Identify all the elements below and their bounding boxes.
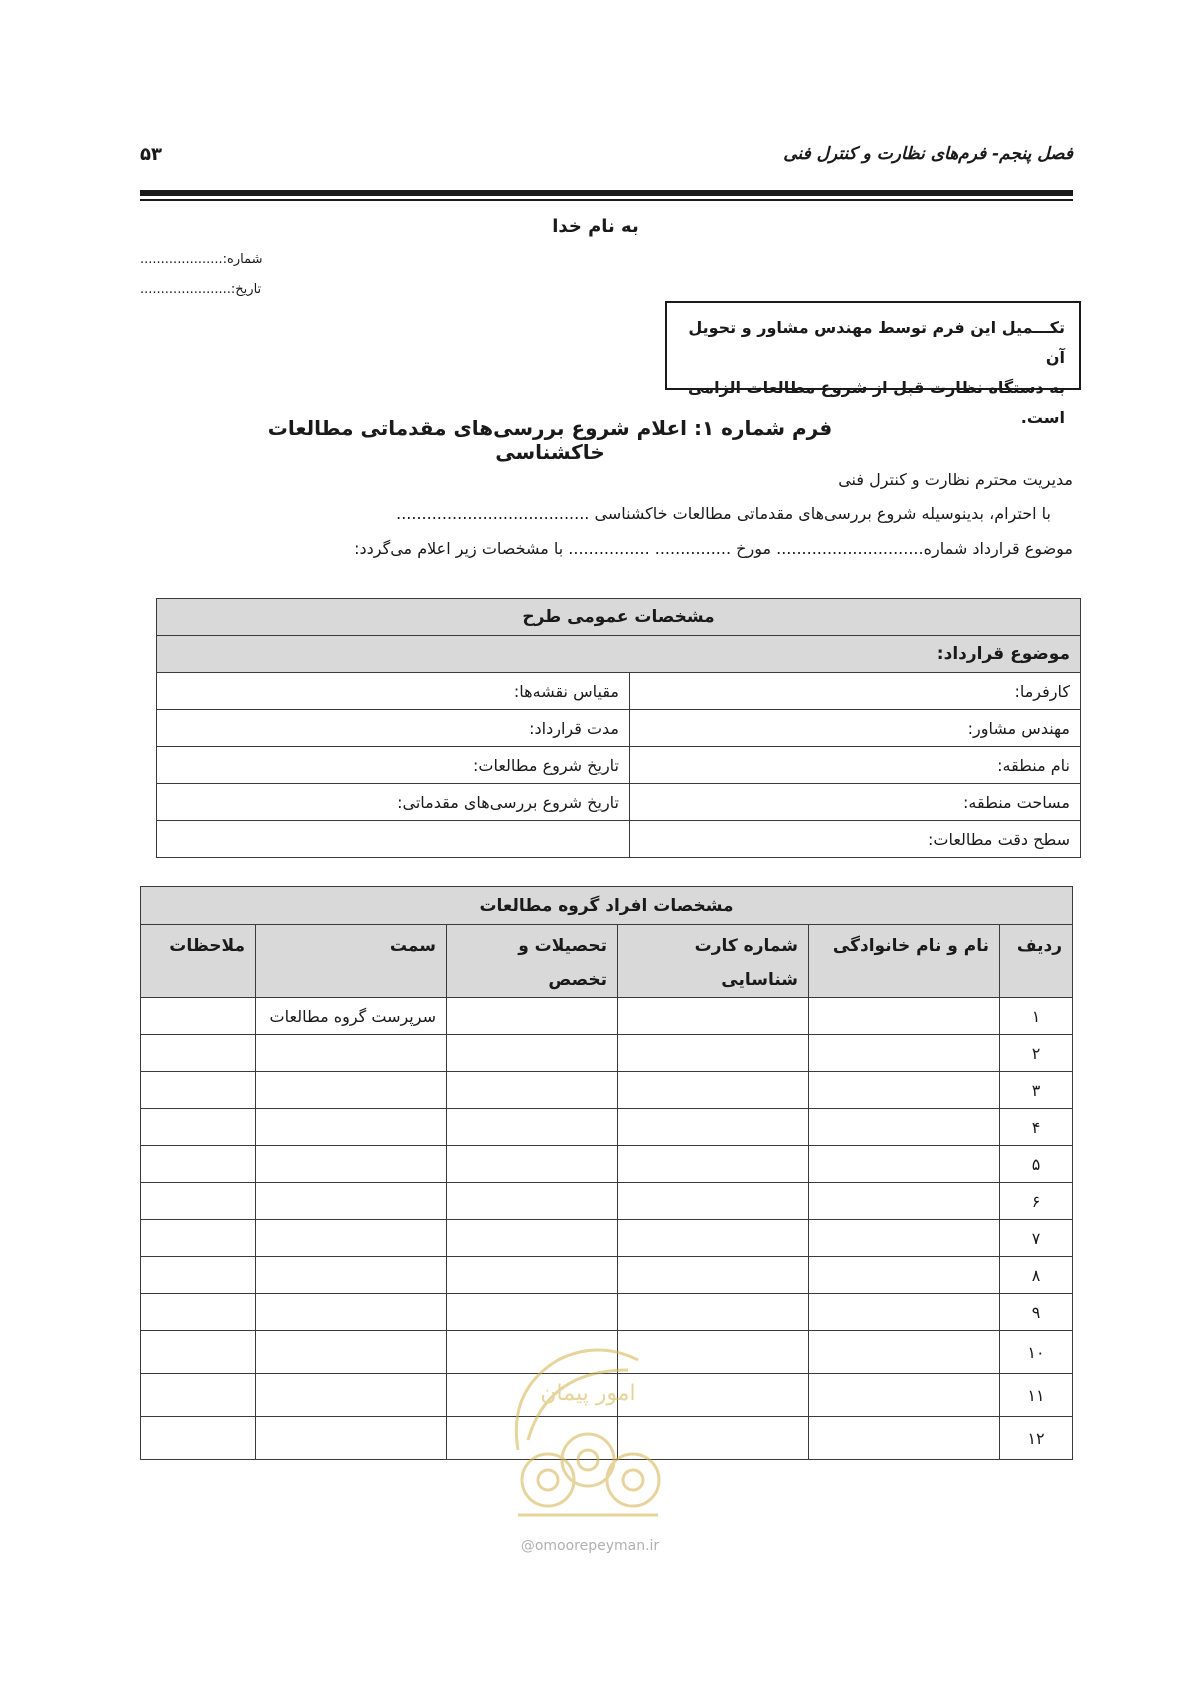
id-card-cell [618, 1035, 809, 1072]
id-card-cell [618, 1220, 809, 1257]
accuracy-level-field: سطح دقت مطالعات: [630, 821, 1081, 858]
general-specs-table [156, 598, 1081, 858]
id-card-cell [618, 1146, 809, 1183]
letter-body-1: با احترام، بدینوسیله شروع بررسی‌های مقدماتی مطالعات خاکشناسی ...................................... [396, 504, 1051, 523]
position-cell [256, 1072, 447, 1109]
row-number-cell: ۶ [1000, 1183, 1073, 1220]
logo-text: امور پیمان [540, 1381, 636, 1406]
row-number-cell: ۱۲ [1000, 1417, 1073, 1460]
table-row [141, 1183, 1073, 1220]
row-number-cell: ۴ [1000, 1109, 1073, 1146]
row-number-cell: ۸ [1000, 1257, 1073, 1294]
row-number-cell: ۹ [1000, 1294, 1073, 1331]
study-start-date-field: تاریخ شروع مطالعات: [157, 747, 630, 784]
row-number-cell: ۱ [1000, 998, 1073, 1035]
notes-cell [141, 1257, 256, 1294]
table-row [141, 1257, 1073, 1294]
position-cell [256, 1417, 447, 1460]
education-cell [447, 1294, 618, 1331]
members-table-title: مشخصات افراد گروه مطالعات [141, 887, 1073, 925]
notes-cell [141, 1035, 256, 1072]
position-cell [256, 1294, 447, 1331]
row-number-cell: ۳ [1000, 1072, 1073, 1109]
notes-cell [141, 1374, 256, 1417]
education-cell [447, 1257, 618, 1294]
education-cell [447, 1183, 618, 1220]
header-rule-thick [140, 190, 1073, 196]
notes-cell [141, 1331, 256, 1374]
notes-cell [141, 1220, 256, 1257]
name-cell [809, 1146, 1000, 1183]
row-number-cell: ۱۱ [1000, 1374, 1073, 1417]
region-area-field: مساحت منطقه: [630, 784, 1081, 821]
table-row [141, 1146, 1073, 1183]
name-cell [809, 1183, 1000, 1220]
id-card-cell [618, 1109, 809, 1146]
position-cell [256, 1374, 447, 1417]
date-field: تاریخ:...................... [140, 282, 262, 297]
id-card-cell [618, 1257, 809, 1294]
letter-body-2: موضوع قرارداد شماره............................. مورخ ............... ................ با مشخصات زیر اعلام می‌گردد: [354, 539, 1073, 558]
basmala: به نام خدا [552, 216, 639, 237]
map-scale-field: مقیاس نقشه‌ها: [157, 673, 630, 710]
header-rule-thin [140, 199, 1073, 201]
position-cell [256, 1331, 447, 1374]
id-card-cell [618, 998, 809, 1035]
logo-watermark [488, 1330, 688, 1530]
notes-cell [141, 1109, 256, 1146]
name-cell [809, 1035, 1000, 1072]
name-cell [809, 1257, 1000, 1294]
col-position-header: سمت [256, 925, 447, 998]
table-row [141, 998, 1073, 1035]
education-cell [447, 998, 618, 1035]
table-row [141, 1109, 1073, 1146]
empty-cell [157, 821, 630, 858]
name-cell [809, 1109, 1000, 1146]
letter-addressee: مدیریت محترم نظارت و کنترل فنی [838, 470, 1073, 489]
col-notes-header: ملاحظات [141, 925, 256, 998]
form-title: فرم شماره ۱: اعلام شروع بررسی‌های مقدماتی مطالعات خاکشناسی [267, 416, 833, 464]
name-cell [809, 1417, 1000, 1460]
contract-duration-field: مدت قرارداد: [157, 710, 630, 747]
education-cell [447, 1035, 618, 1072]
preliminary-start-date-field: تاریخ شروع بررسی‌های مقدماتی: [157, 784, 630, 821]
position-cell [256, 1220, 447, 1257]
page-number: ۵۳ [140, 144, 162, 165]
name-cell [809, 1331, 1000, 1374]
employer-field: کارفرما: [630, 673, 1081, 710]
notes-cell [141, 1146, 256, 1183]
id-card-cell [618, 1183, 809, 1220]
table-row [141, 1294, 1073, 1331]
name-cell [809, 1294, 1000, 1331]
col-name-header: نام و نام خانوادگی [809, 925, 1000, 998]
region-name-field: نام منطقه: [630, 747, 1081, 784]
notes-cell [141, 1072, 256, 1109]
row-number-cell: ۷ [1000, 1220, 1073, 1257]
chapter-title: فصل پنجم- فرم‌های نظارت و کنترل فنی [783, 144, 1073, 164]
education-cell [447, 1072, 618, 1109]
position-cell [256, 1035, 447, 1072]
table-row [141, 1220, 1073, 1257]
number-field: شماره:.................... [140, 252, 263, 267]
education-cell [447, 1146, 618, 1183]
notes-cell [141, 1417, 256, 1460]
row-number-cell: ۵ [1000, 1146, 1073, 1183]
notes-cell [141, 1183, 256, 1220]
id-card-cell [618, 1294, 809, 1331]
education-cell [447, 1109, 618, 1146]
notice-line-1: تکـــمیل این فرم توسط مهندس مشاور و تحویل آن [688, 318, 1065, 367]
table-row [141, 1035, 1073, 1072]
table-row [141, 1072, 1073, 1109]
notice-box [665, 301, 1081, 427]
id-card-cell [618, 1072, 809, 1109]
col-education-header: تحصیلات و تخصص [447, 925, 618, 998]
name-cell [809, 1220, 1000, 1257]
notes-cell [141, 1294, 256, 1331]
col-row-header: ردیف [1000, 925, 1073, 998]
name-cell [809, 1072, 1000, 1109]
consultant-field: مهندس مشاور: [630, 710, 1081, 747]
col-id-card-header: شماره کارت شناسایی [618, 925, 809, 998]
position-cell [256, 1257, 447, 1294]
notice-line-2: به دستگاه نظارت قبل از شروع مطالعات الزامی است. [687, 378, 1065, 427]
position-cell: سرپرست گروه مطالعات [256, 998, 447, 1035]
position-cell [256, 1109, 447, 1146]
education-cell [447, 1220, 618, 1257]
name-cell [809, 1374, 1000, 1417]
watermark-site: @omoorepeyman.ir [520, 1538, 660, 1554]
contract-subject-label: موضوع قرارداد: [157, 636, 1081, 673]
row-number-cell: ۱۰ [1000, 1331, 1073, 1374]
position-cell [256, 1146, 447, 1183]
position-cell [256, 1183, 447, 1220]
notes-cell [141, 998, 256, 1035]
row-number-cell: ۲ [1000, 1035, 1073, 1072]
general-specs-title: مشخصات عمومی طرح [157, 599, 1081, 636]
name-cell [809, 998, 1000, 1035]
